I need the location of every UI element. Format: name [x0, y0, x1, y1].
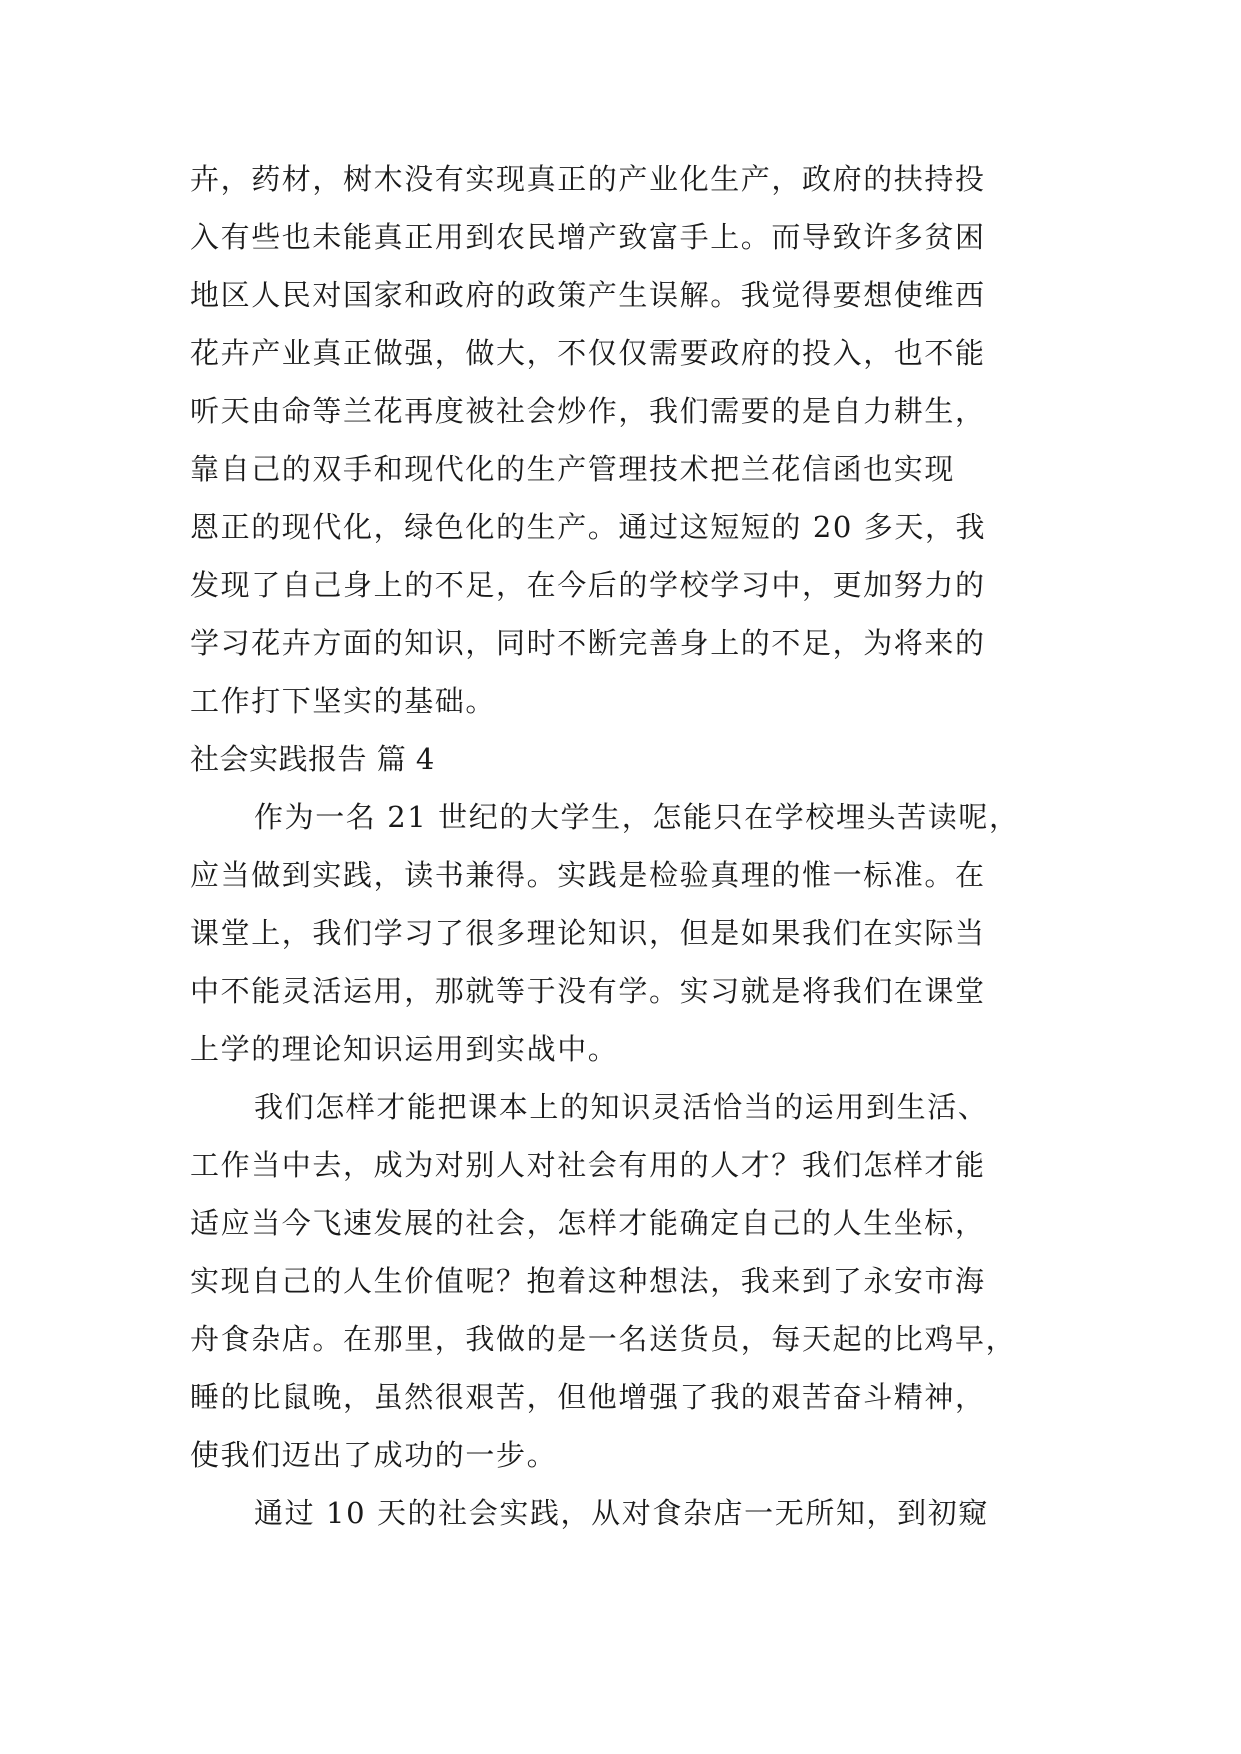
text-line: 睡的比鼠晚，虽然很艰苦，但他增强了我的艰苦奋斗精神， [190, 1380, 986, 1414]
paragraph-continued [190, 150, 1060, 730]
text-line: 实现自己的人生价值呢？抱着这种想法，我来到了永安市海 [190, 1264, 986, 1298]
text-line: 听天由命等兰花再度被社会炒作，我们需要的是自力耕生， [190, 394, 986, 428]
text-line: 课堂上，我们学习了很多理论知识，但是如果我们在实际当 [190, 916, 986, 950]
document-page [190, 150, 1060, 1542]
text-line: 使我们迈出了成功的一步。 [190, 1438, 558, 1472]
text-line: 上学的理论知识运用到实战中。 [190, 1032, 619, 1066]
text-line: 卉，药材，树木没有实现真正的产业化生产，政府的扶持投 [190, 162, 986, 196]
paragraph-3 [190, 1484, 1060, 1542]
text-line: 入有些也未能真正用到农民增产致富手上。而导致许多贫困 [190, 220, 986, 254]
section-heading: 社会实践报告 篇 4 [190, 742, 435, 776]
text-line: 发现了自己身上的不足，在今后的学校学习中，更加努力的 [190, 568, 986, 602]
text-line: 应当做到实践，读书兼得。实践是检验真理的惟一标准。在 [190, 858, 986, 892]
text-line: 花卉产业真正做强，做大，不仅仅需要政府的投入，也不能 [190, 336, 986, 370]
text-line: 工作当中去，成为对别人对社会有用的人才？我们怎样才能 [190, 1148, 986, 1182]
text-line: 学习花卉方面的知识，同时不断完善身上的不足，为将来的 [190, 626, 986, 660]
text-line: 作为一名 21 世纪的大学生，怎能只在学校埋头苦读呢， [254, 800, 1020, 834]
text-line: 恩正的现代化，绿色化的生产。通过这短短的 20 多天，我 [190, 510, 987, 544]
paragraph-1 [190, 788, 1060, 1078]
text-line: 地区人民对国家和政府的政策产生误解。我觉得要想使维西 [190, 278, 986, 312]
text-line: 靠自己的双手和现代化的生产管理技术把兰花信函也实现 [190, 452, 956, 486]
text-line: 中不能灵活运用，那就等于没有学。实习就是将我们在课堂 [190, 974, 986, 1008]
text-line: 通过 10 天的社会实践，从对食杂店一无所知，到初窥 [254, 1496, 989, 1530]
text-line: 适应当今飞速发展的社会，怎样才能确定自己的人生坐标， [190, 1206, 986, 1240]
text-line: 舟食杂店。在那里，我做的是一名送货员，每天起的比鸡早， [190, 1322, 1017, 1356]
text-line: 工作打下坚实的基础。 [190, 684, 497, 718]
paragraph-2 [190, 1078, 1060, 1484]
text-line: 我们怎样才能把课本上的知识灵活恰当的运用到生活、 [254, 1090, 989, 1124]
